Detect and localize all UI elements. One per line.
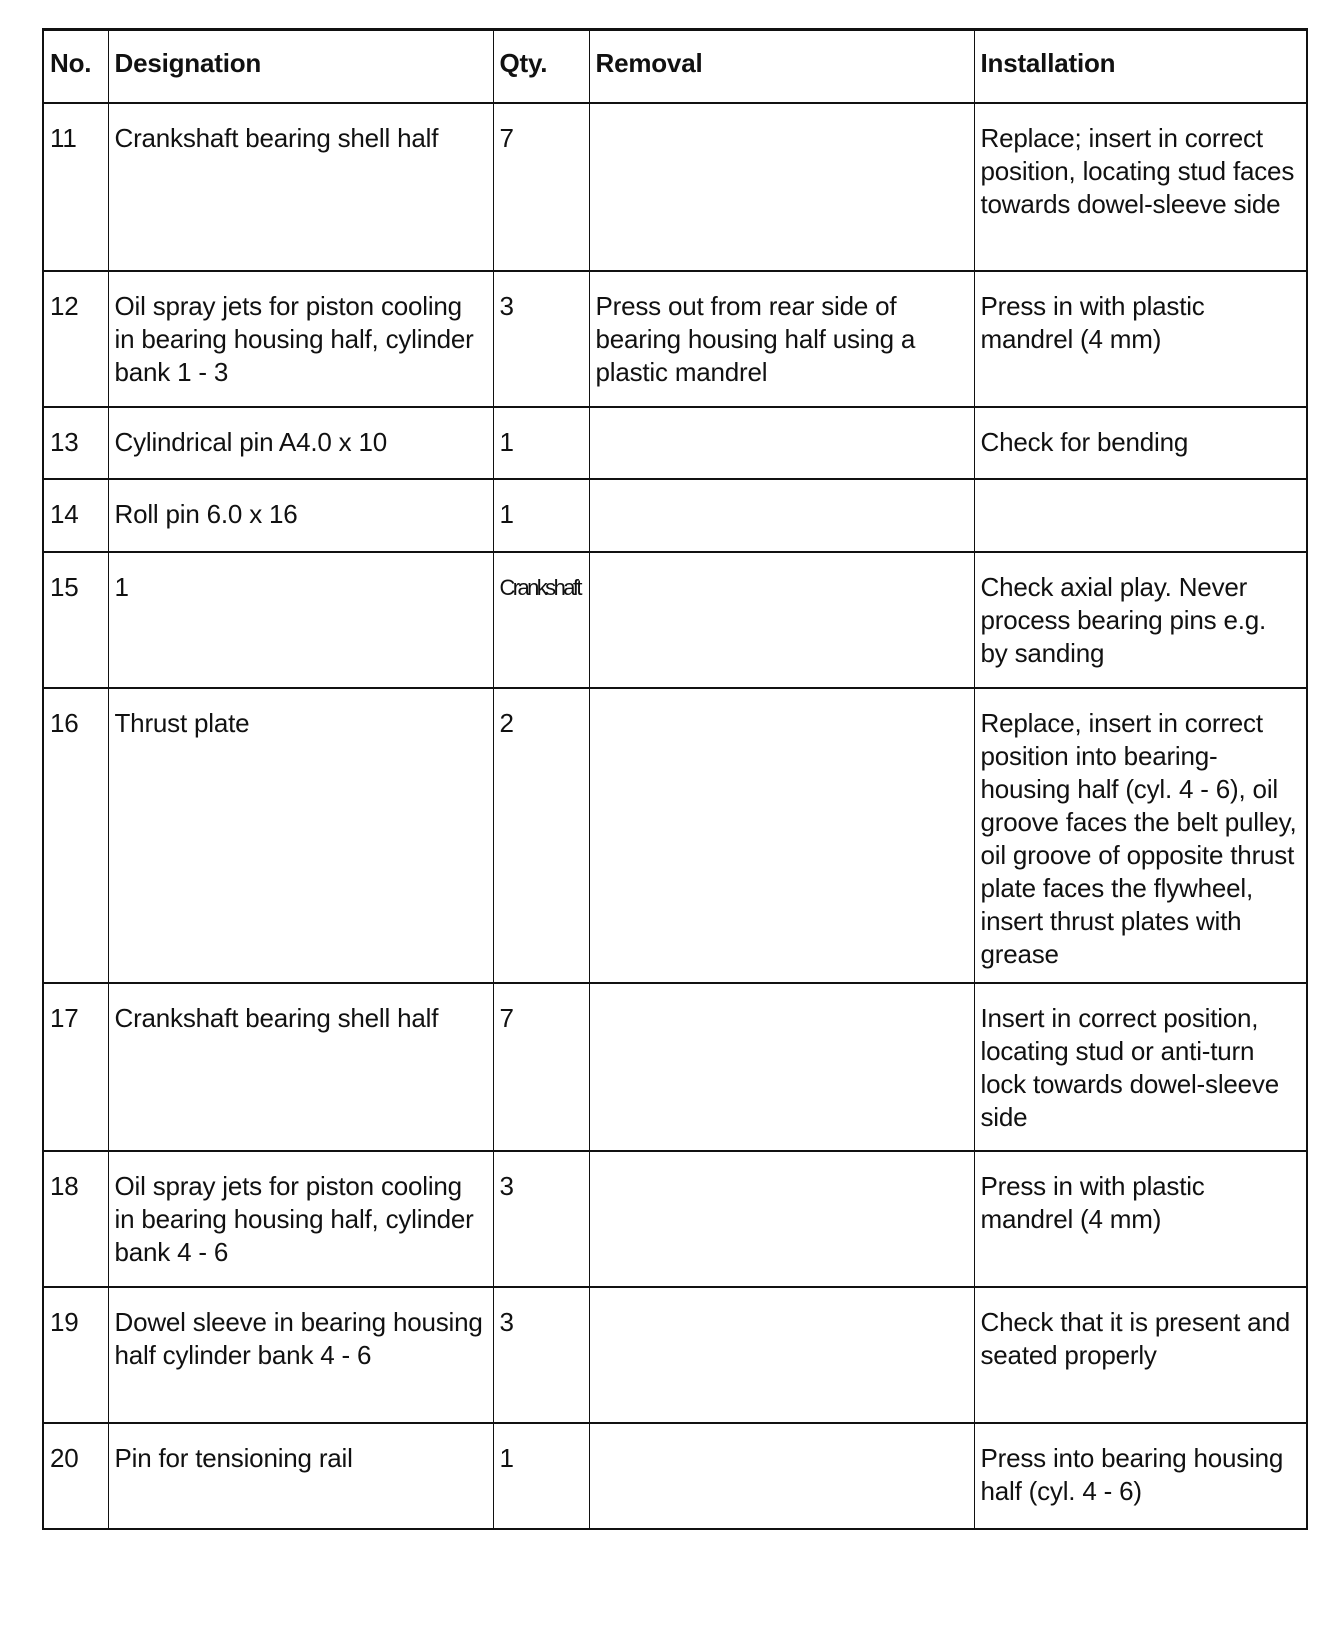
table-row bbox=[43, 1287, 1307, 1423]
cell-installation: Replace; insert in correct position, locating stud faces towards dowel-sleeve side bbox=[974, 103, 1307, 271]
cell-removal bbox=[589, 552, 974, 688]
cell-removal bbox=[589, 1151, 974, 1287]
cell-installation: Check for bending bbox=[974, 407, 1307, 479]
cell-designation: 1 bbox=[108, 552, 493, 688]
cell-qty: 7 bbox=[493, 983, 589, 1151]
table-row bbox=[43, 983, 1307, 1151]
table-row bbox=[43, 552, 1307, 688]
header-row bbox=[43, 30, 1307, 104]
cell-designation: Roll pin 6.0 x 16 bbox=[108, 479, 493, 552]
cell-no: 15 bbox=[43, 552, 108, 688]
cell-removal bbox=[589, 407, 974, 479]
table-row bbox=[43, 688, 1307, 983]
header-no: No. bbox=[43, 30, 108, 104]
cell-no: 13 bbox=[43, 407, 108, 479]
cell-installation: Check that it is present and seated properly bbox=[974, 1287, 1307, 1423]
cell-designation: Crankshaft bearing shell half bbox=[108, 103, 493, 271]
cell-designation: Dowel sleeve in bearing housing half cylinder bank 4 - 6 bbox=[108, 1287, 493, 1423]
cell-designation: Cylindrical pin A4.0 x 10 bbox=[108, 407, 493, 479]
cell-installation: Press into bearing housing half (cyl. 4 - 6) bbox=[974, 1423, 1307, 1529]
table-row bbox=[43, 271, 1307, 407]
cell-installation: Press in with plastic mandrel (4 mm) bbox=[974, 271, 1307, 407]
cell-qty: 3 bbox=[493, 1151, 589, 1287]
cell-qty: 3 bbox=[493, 271, 589, 407]
cell-designation: Thrust plate bbox=[108, 688, 493, 983]
cell-removal bbox=[589, 103, 974, 271]
table-row bbox=[43, 1423, 1307, 1529]
header-qty: Qty. bbox=[493, 30, 589, 104]
cell-installation: Check axial play. Never process bearing pins e.g. by sanding bbox=[974, 552, 1307, 688]
parts-table bbox=[42, 28, 1308, 1530]
cell-installation bbox=[974, 479, 1307, 552]
table-row bbox=[43, 407, 1307, 479]
cell-qty: 3 bbox=[493, 1287, 589, 1423]
cell-no: 14 bbox=[43, 479, 108, 552]
cell-no: 18 bbox=[43, 1151, 108, 1287]
header-designation: Designation bbox=[108, 30, 493, 104]
cell-removal bbox=[589, 983, 974, 1151]
cell-removal: Press out from rear side of bearing housing half using a plastic mandrel bbox=[589, 271, 974, 407]
cell-no: 12 bbox=[43, 271, 108, 407]
header-installation: Installation bbox=[974, 30, 1307, 104]
table-row bbox=[43, 479, 1307, 552]
cell-installation: Insert in correct position, locating stud or anti-turn lock towards dowel-sleeve side bbox=[974, 983, 1307, 1151]
cell-qty: 1 bbox=[493, 479, 589, 552]
cell-designation: Pin for tensioning rail bbox=[108, 1423, 493, 1529]
cell-qty: 1 bbox=[493, 1423, 589, 1529]
cell-removal bbox=[589, 1423, 974, 1529]
cell-qty: 1 bbox=[493, 407, 589, 479]
cell-qty: 2 bbox=[493, 688, 589, 983]
cell-removal bbox=[589, 688, 974, 983]
table-row bbox=[43, 1151, 1307, 1287]
cell-no: 17 bbox=[43, 983, 108, 1151]
cell-no: 20 bbox=[43, 1423, 108, 1529]
table-row bbox=[43, 103, 1307, 271]
cell-installation: Replace, insert in correct position into bearing-housing half (cyl. 4 - 6), oil groove faces the belt pulley, oil groove of opposite thrust plate faces the flywheel, insert thrust plates with grease bbox=[974, 688, 1307, 983]
cell-designation: Oil spray jets for piston cooling in bearing housing half, cylinder bank 4 - 6 bbox=[108, 1151, 493, 1287]
cell-no: 19 bbox=[43, 1287, 108, 1423]
cell-no: 11 bbox=[43, 103, 108, 271]
cell-qty: 7 bbox=[493, 103, 589, 271]
cell-no: 16 bbox=[43, 688, 108, 983]
cell-installation: Press in with plastic mandrel (4 mm) bbox=[974, 1151, 1307, 1287]
cell-designation: Oil spray jets for piston cooling in bearing housing half, cylinder bank 1 - 3 bbox=[108, 271, 493, 407]
header-removal: Removal bbox=[589, 30, 974, 104]
cell-designation: Crankshaft bearing shell half bbox=[108, 983, 493, 1151]
cell-qty: Crankshaft bbox=[493, 552, 589, 688]
cell-removal bbox=[589, 1287, 974, 1423]
cell-removal bbox=[589, 479, 974, 552]
